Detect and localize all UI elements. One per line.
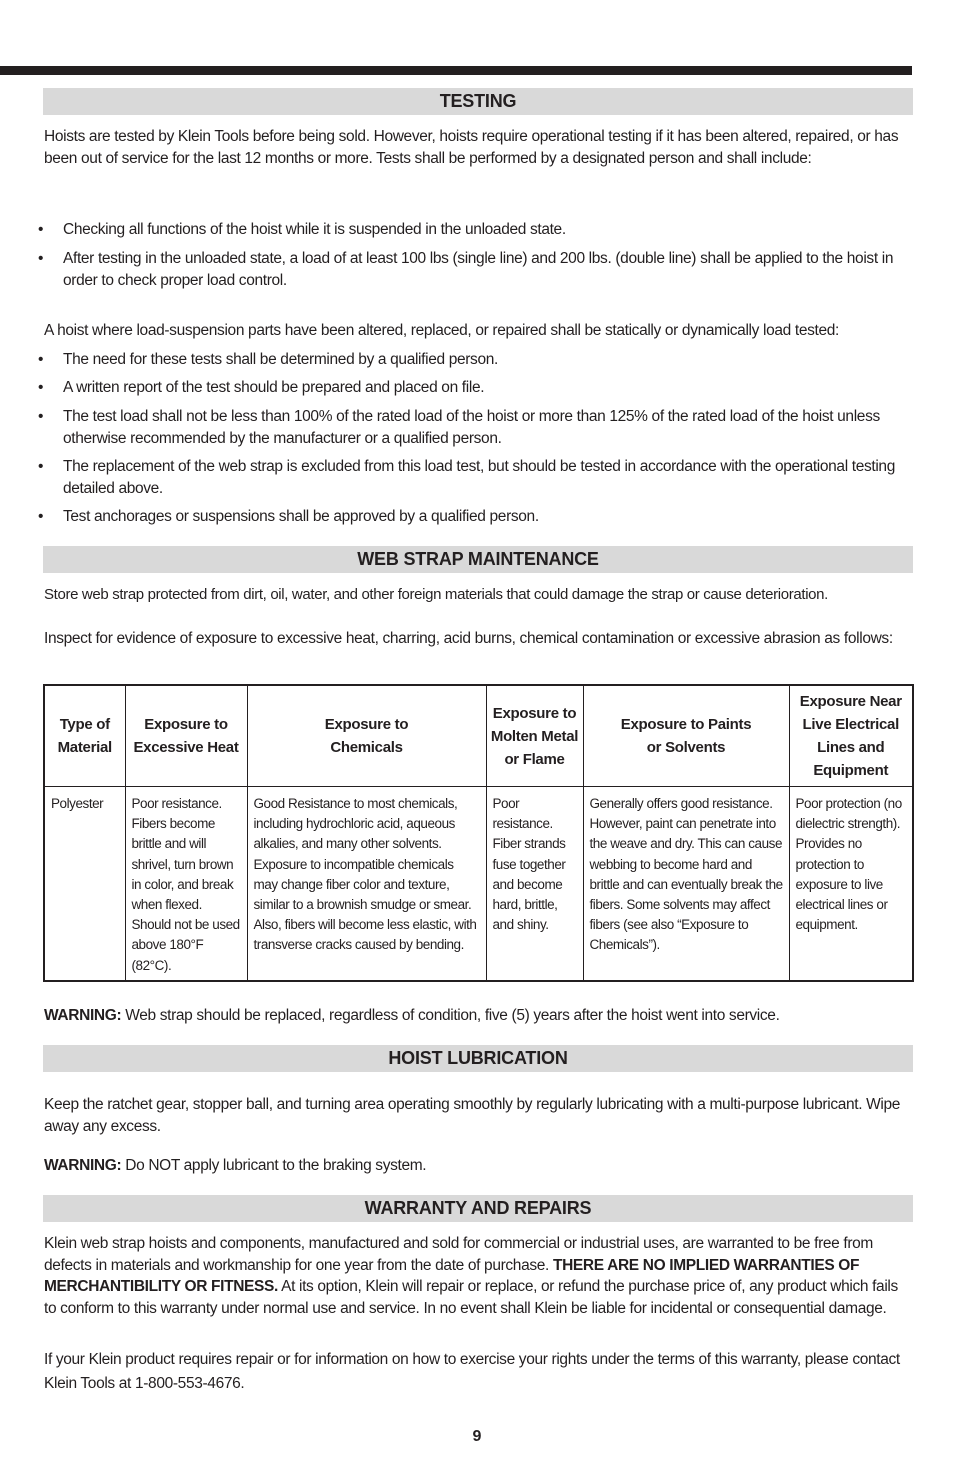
warranty-text-a: Klein web strap hoists and components, manufactured and sold for commercial or industrial uses, are warranted to be free from defects in materials and workmanship for one year from the date of purchase.: [44, 1235, 873, 1274]
warranty-paragraph-2: If your Klein product requires repair or for information on how to exercise your rights under the terms of this warranty, please contact Klein Tools at 1-800-553-4676.: [44, 1351, 900, 1392]
warning-label: WARNING:: [44, 1157, 122, 1174]
bullet-icon: •: [38, 351, 44, 368]
header-paints-solvents: Exposure to Paints or Solvents: [583, 685, 789, 787]
warranty-text-b: At its option, Klein will repair or replace, or refund the purchase price of, any product which fails to conform to this warranty under normal use and service. In no event shall Klein be liable for incidental or consequential damage.: [44, 1278, 898, 1317]
load-test-intro: A hoist where load-suspension parts have been altered, replaced, or repaired shall be statically or dynamically load tested:: [44, 322, 839, 339]
section-heading-testing: TESTING: [43, 88, 913, 115]
bullet-text: The test load shall not be less than 100% of the rated load of the hoist or more than 125% of the rated load of the hoist unless otherwise recommended by the manufacturer or a qualified person.: [63, 408, 880, 447]
bullet-text: After testing in the unloaded state, a load of at least 100 lbs (single line) and 200 lbs. (double line) shall be applied to the hoist in order to check proper load control.: [63, 250, 894, 289]
table-row: [44, 787, 913, 981]
bullet-icon: •: [38, 458, 44, 475]
bullet-icon: •: [38, 250, 44, 267]
cell-material: Polyester: [44, 787, 125, 981]
lubrication-warning: [44, 1155, 914, 1177]
exposure-table: [43, 684, 914, 982]
cell-electrical: Poor protection (no dielectric strength). Provides no protection to exposure to live electrical lines or equipment.: [789, 787, 913, 981]
header-excessive-heat: Exposure to Excessive Heat: [125, 685, 247, 787]
bullet-text: Test anchorages or suspensions shall be approved by a qualified person.: [63, 508, 539, 525]
strap-warning: [44, 1005, 914, 1027]
header-molten-metal: Exposure to Molten Metal or Flame: [486, 685, 583, 787]
bullet-icon: •: [38, 221, 44, 238]
bullet-icon: •: [38, 508, 44, 525]
bullet-text: The replacement of the web strap is excluded from this load test, but should be tested in accordance with the operational testing detailed above.: [63, 458, 895, 497]
header-electrical: Exposure Near Live Electrical Lines and Equipment: [789, 685, 913, 787]
table-header-row: [44, 685, 913, 787]
cell-chemicals: Good Resistance to most chemicals, including hydrochloric acid, aqueous alkalies, and many other solvents. Exposure to incompatible chemicals may change fiber color and texture, similar to a brownish smudge or smear. Also, fibers will become less elastic, with transverse cracks caused by bending.: [247, 787, 486, 981]
bullet-text: Checking all functions of the hoist while it is suspended in the unloaded state.: [63, 221, 566, 238]
bullet-icon: •: [38, 379, 44, 396]
top-rule: [0, 66, 912, 75]
warranty-paragraph-1: [44, 1233, 914, 1319]
header-chemicals: Exposure to Chemicals: [247, 685, 486, 787]
header-type-of-material: Type of Material: [44, 685, 125, 787]
section-heading-warranty: WARRANTY AND REPAIRS: [43, 1195, 913, 1222]
testing-intro: Hoists are tested by Klein Tools before being sold. However, hoists require operational testing if it has been altered, repaired, or has been out of service for the last 12 months or more. Tests shall be performed by a designated person and shall include:: [44, 128, 899, 167]
page-number: 9: [472, 1428, 482, 1445]
warranty-disclaimer: THERE ARE NO IMPLIED WARRANTIES OF MERCHANTIBILITY OR FITNESS.: [44, 1256, 860, 1295]
store-text: Store web strap protected from dirt, oil, water, and other foreign materials that could damage the strap or cause deterioration.: [44, 586, 828, 603]
warning-text: Do NOT apply lubricant to the braking system.: [125, 1157, 427, 1174]
bullet-text: A written report of the test should be prepared and placed on file.: [63, 379, 485, 396]
cell-heat: Poor resistance. Fibers become brittle and will shrivel, turn brown in color, and break when flexed. Should not be used above 180°F (82°C).: [125, 787, 247, 981]
warning-label: WARNING:: [44, 1007, 122, 1024]
cell-molten: Poor resistance. Fiber strands fuse together and become hard, brittle, and shiny.: [486, 787, 583, 981]
cell-paints: Generally offers good resistance. However, paint can penetrate into the weave and dry. This can cause webbing to become hard and brittle and can eventually break the fibers. Some solvents may affect fibers (see also “Exposure to Chemicals”).: [583, 787, 789, 981]
warning-text: Web strap should be replaced, regardless of condition, five (5) years after the hoist went into service.: [125, 1007, 780, 1024]
section-heading-web-strap: WEB STRAP MAINTENANCE: [43, 546, 913, 573]
lubrication-text: Keep the ratchet gear, stopper ball, and turning area operating smoothly by regularly lubricating with a multi-purpose lubricant. Wipe away any excess.: [44, 1096, 901, 1135]
section-heading-lubrication: HOIST LUBRICATION: [43, 1045, 913, 1072]
inspect-text: Inspect for evidence of exposure to excessive heat, charring, acid burns, chemical contamination or excessive abrasion as follows:: [44, 630, 893, 647]
bullet-text: The need for these tests shall be determined by a qualified person.: [63, 351, 498, 368]
bullet-icon: •: [38, 408, 44, 425]
